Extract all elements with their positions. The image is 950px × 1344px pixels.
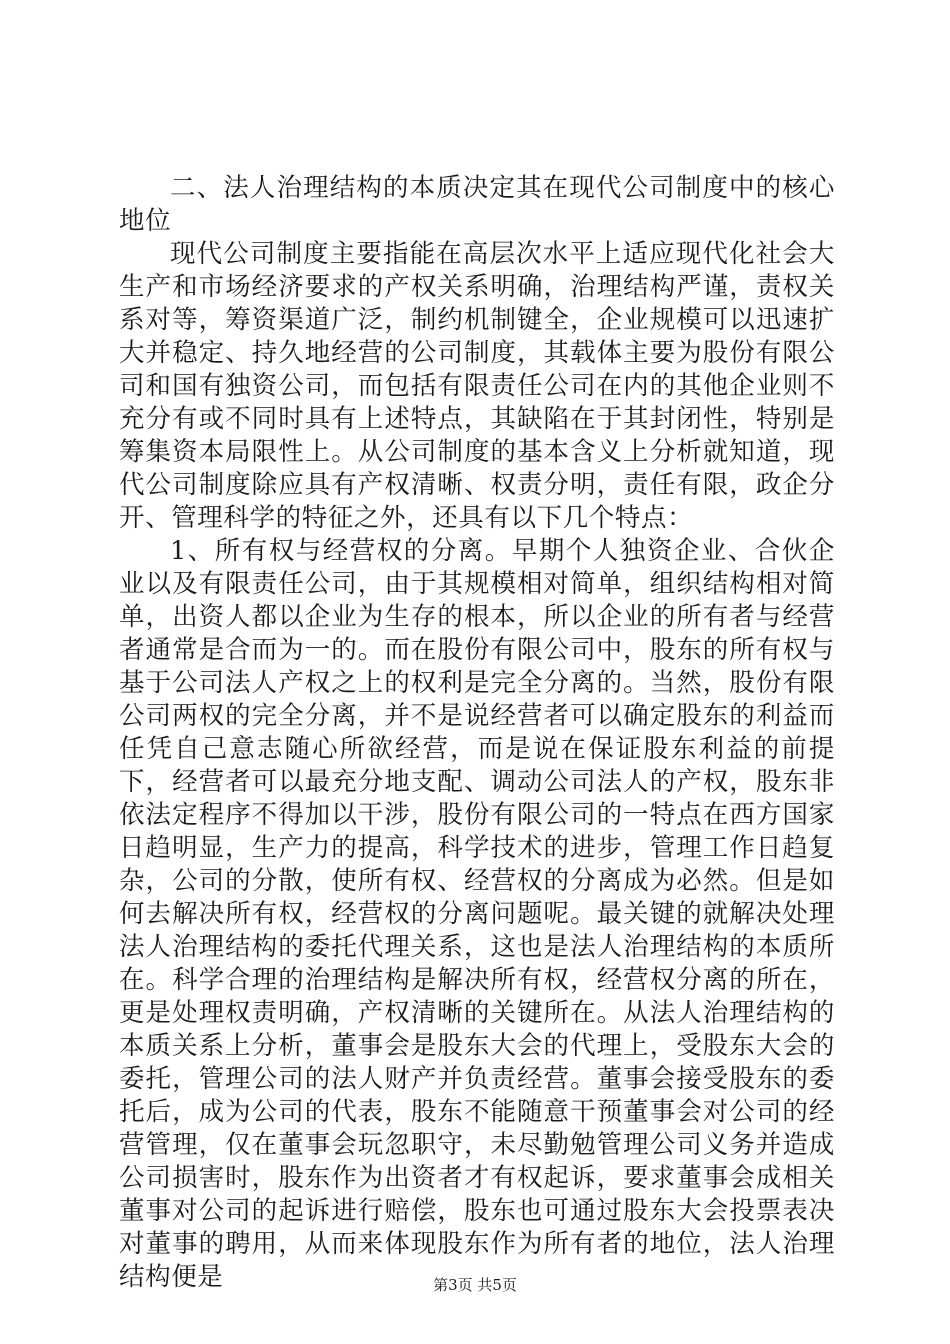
paragraph-2: 1、所有权与经营权的分离。早期个人独资企业、合伙企业以及有限责任公司，由于其规模相对简单，组织结构相对简单，出资人都以企业为生存的根本，所以企业的所有者与经营者通常是合而为一的。而在股份有限公司中，股东的所有权与基于公司法人产权之上的权利是完全分离的。当然，股份有限公司两权的完全分离，并不是说经营者可以确定股东的利益而任凭自己意志随心所欲经营，而是说在保证股东利益的前提下，经营者可以最充分地支配、调动公司法人的产权，股东非依法定程序不得加以干涉，股份有限公司的一特点在西方国家日趋明显，生产力的提高，科学技术的进步，管理工作日趋复杂，公司的分散，使所有权、经营权的分离成为必然。但是如何去解决所有权，经营权的分离问题呢。最关键的就解决处理法人治理结构的委托代理关系，这也是法人治理结构的本质所在。科学合理的治理结构是解决所有权，经营权分离的所在，更是处理权责明确，产权清晰的关键所在。从法人治理结构的本质关系上分析，董事会是股东大会的代理上，受股东大会的委托，管理公司的法人财产并负责经营。董事会接受股东的委托后，成为公司的代表，股东不能随意干预董事会对公司的经营管理，仅在董事会玩忽职守，未尽勤勉管理公司义务并造成公司损害时，股东作为出资者才有权起诉，要求董事会成相关董事对公司的起诉进行赔偿，股东也可通过股东大会投票表决对董事的聘用，从而来体现股东作为所有者的地位，法人治理结构便是 xyxy=(119,536,835,1292)
document-body xyxy=(119,172,835,1294)
section-heading: 二、法人治理结构的本质决定其在现代公司制度中的核心地位 xyxy=(119,173,835,236)
page-indicator: 第3页 共5页 xyxy=(433,1276,517,1294)
page-footer xyxy=(0,1274,950,1295)
paragraph-1: 现代公司制度主要指能在高层次水平上适应现代化社会大生产和市场经济要求的产权关系明确，治理结构严谨，责权关系对等，筹资渠道广泛，制约机制键全，企业规模可以迅速扩大并稳定、持久地经营的公司制度，其载体主要为股份有限公司和国有独资公司，而包括有限责任公司在内的其他企业则不充分有或不同时具有上述特点，其缺陷在于其封闭性，特别是筹集资本局限性上。从公司制度的基本含义上分析就知道，现代公司制度除应具有产权清晰、权责分明，责任有限，政企分开、管理科学的特征之外，还具有以下几个特点： xyxy=(119,239,835,533)
